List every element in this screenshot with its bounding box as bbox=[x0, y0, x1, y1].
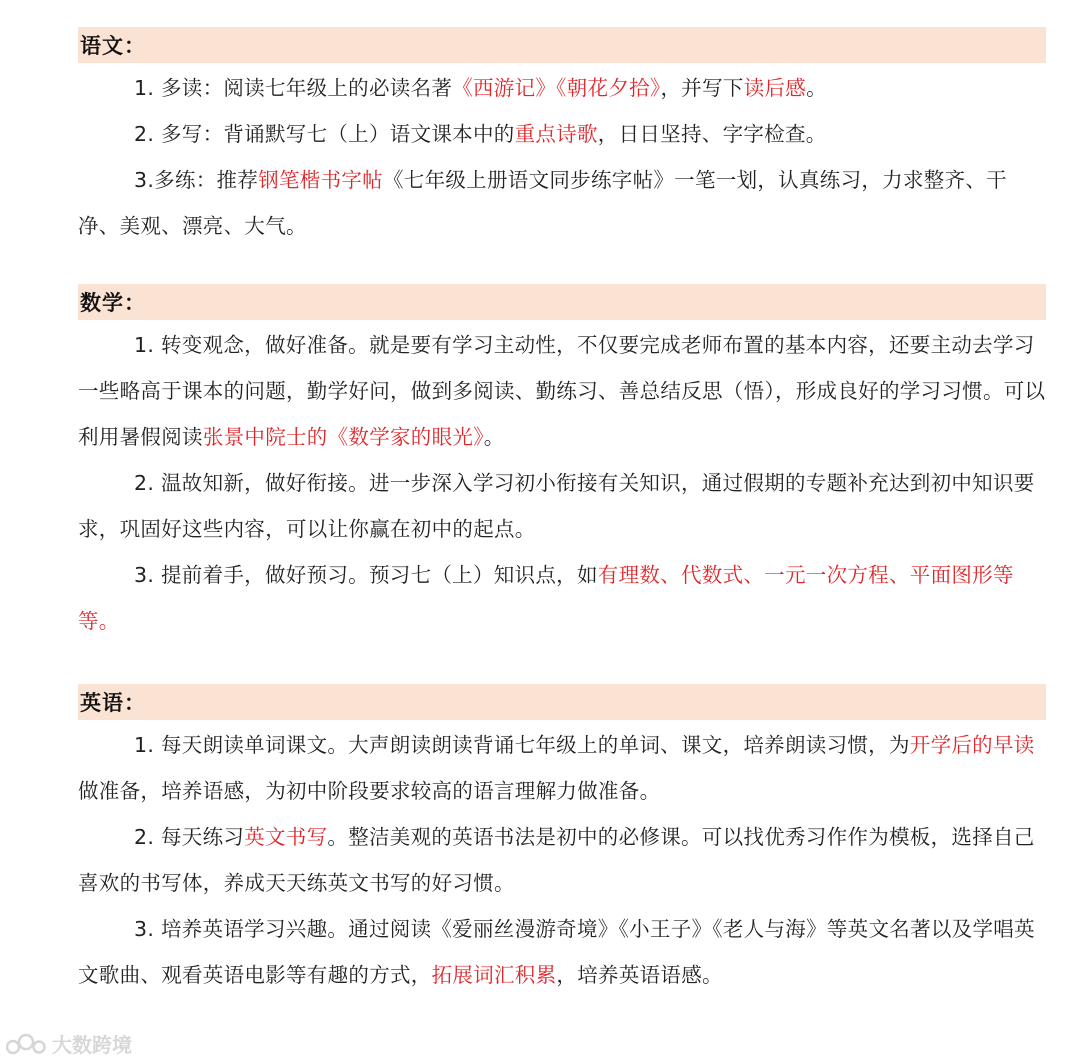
chinese-item-2 bbox=[78, 111, 1046, 157]
highlight-text: 张景中院士的《数学家的眼光》 bbox=[202, 425, 484, 449]
highlight-text: 《西游记》《朝花夕拾》 bbox=[452, 76, 661, 100]
math-item-1 bbox=[78, 322, 1046, 460]
text: 1. 每天朗读单词课文。大声朗读朗读背诵七年级上的单词、课文，培养朗读习惯，为 bbox=[134, 733, 910, 757]
english-item-2 bbox=[78, 814, 1046, 906]
section-title-math: 数学： bbox=[78, 284, 1046, 320]
text: ，日日坚持、字字检查。 bbox=[597, 122, 827, 146]
section-math bbox=[78, 284, 1046, 644]
highlight-text: 钢笔楷书字帖 bbox=[258, 168, 383, 192]
text: 。 bbox=[483, 425, 505, 449]
section-english bbox=[78, 684, 1046, 998]
highlight-text: 开学后的早读 bbox=[909, 733, 1035, 757]
english-item-3 bbox=[78, 906, 1046, 998]
text: 2. 温故知新，做好衔接。进一步深入学习初小衔接有关知识，通过假期的专题补充达到初中知识要求，巩固好这些内容，可以让你赢在初中的起点。 bbox=[78, 471, 1035, 541]
highlight-text: 拓展词汇积累 bbox=[431, 963, 557, 987]
section-title-chinese: 语文： bbox=[78, 27, 1046, 63]
text: 1. 多读：阅读七年级上的必读名著 bbox=[134, 76, 453, 100]
section-title-english: 英语： bbox=[78, 684, 1046, 720]
text: 。整洁美观的英语书法是初中的必修课。可以找优秀习作作为模板，选择自己喜欢的书写体，养成天天练英文书写的好习惯。 bbox=[78, 825, 1035, 895]
chinese-item-3 bbox=[78, 157, 1046, 249]
text: 3.多练：推荐 bbox=[134, 168, 259, 192]
watermark-text: 大数跨境 bbox=[52, 1033, 132, 1057]
english-item-1 bbox=[78, 722, 1046, 814]
text: 2. 多写：背诵默写七（上）语文课本中的 bbox=[134, 122, 515, 146]
watermark-logo-icon bbox=[6, 1031, 46, 1057]
text: 2. 每天练习 bbox=[134, 825, 245, 849]
text: 3. 培养英语学习兴趣。通过阅读《爱丽丝漫游奇境》《小王子》《老人与海》等英文名著以及学唱英文歌曲、观看英语电影等有趣的方式， bbox=[78, 917, 1035, 987]
highlight-text: 英文书写 bbox=[244, 825, 328, 849]
chinese-item-1 bbox=[78, 65, 1046, 111]
highlight-text: 重点诗歌 bbox=[514, 122, 598, 146]
highlight-text: 有理数、代数式、一元一次方程、平面图形等等。 bbox=[78, 563, 1014, 633]
math-item-3 bbox=[78, 552, 1046, 644]
text: ，培养英语语感。 bbox=[556, 963, 723, 987]
section-chinese bbox=[78, 27, 1046, 249]
text: ，并写下 bbox=[660, 76, 744, 100]
math-item-2 bbox=[78, 460, 1046, 552]
text: 1. 转变观念，做好准备。就是要有学习主动性，不仅要完成老师布置的基本内容，还要主动去学习一些略高于课本的问题，勤学好问，做到多阅读、勤练习、善总结反思（悟），形成良好的学习习惯。可以利用暑假阅读 bbox=[78, 333, 1046, 449]
text: 《七年级上册语文同步练字帖》一笔一划，认真练习，力求整齐、干净、美观、漂亮、大气。 bbox=[78, 168, 1007, 238]
highlight-text: 读后感 bbox=[743, 76, 807, 100]
text: 做准备，培养语感，为初中阶段要求较高的语言理解力做准备。 bbox=[78, 779, 661, 803]
text: 3. 提前着手，做好预习。预习七（上）知识点，如 bbox=[134, 563, 598, 587]
text: 。 bbox=[806, 76, 827, 100]
watermark bbox=[6, 1029, 132, 1058]
